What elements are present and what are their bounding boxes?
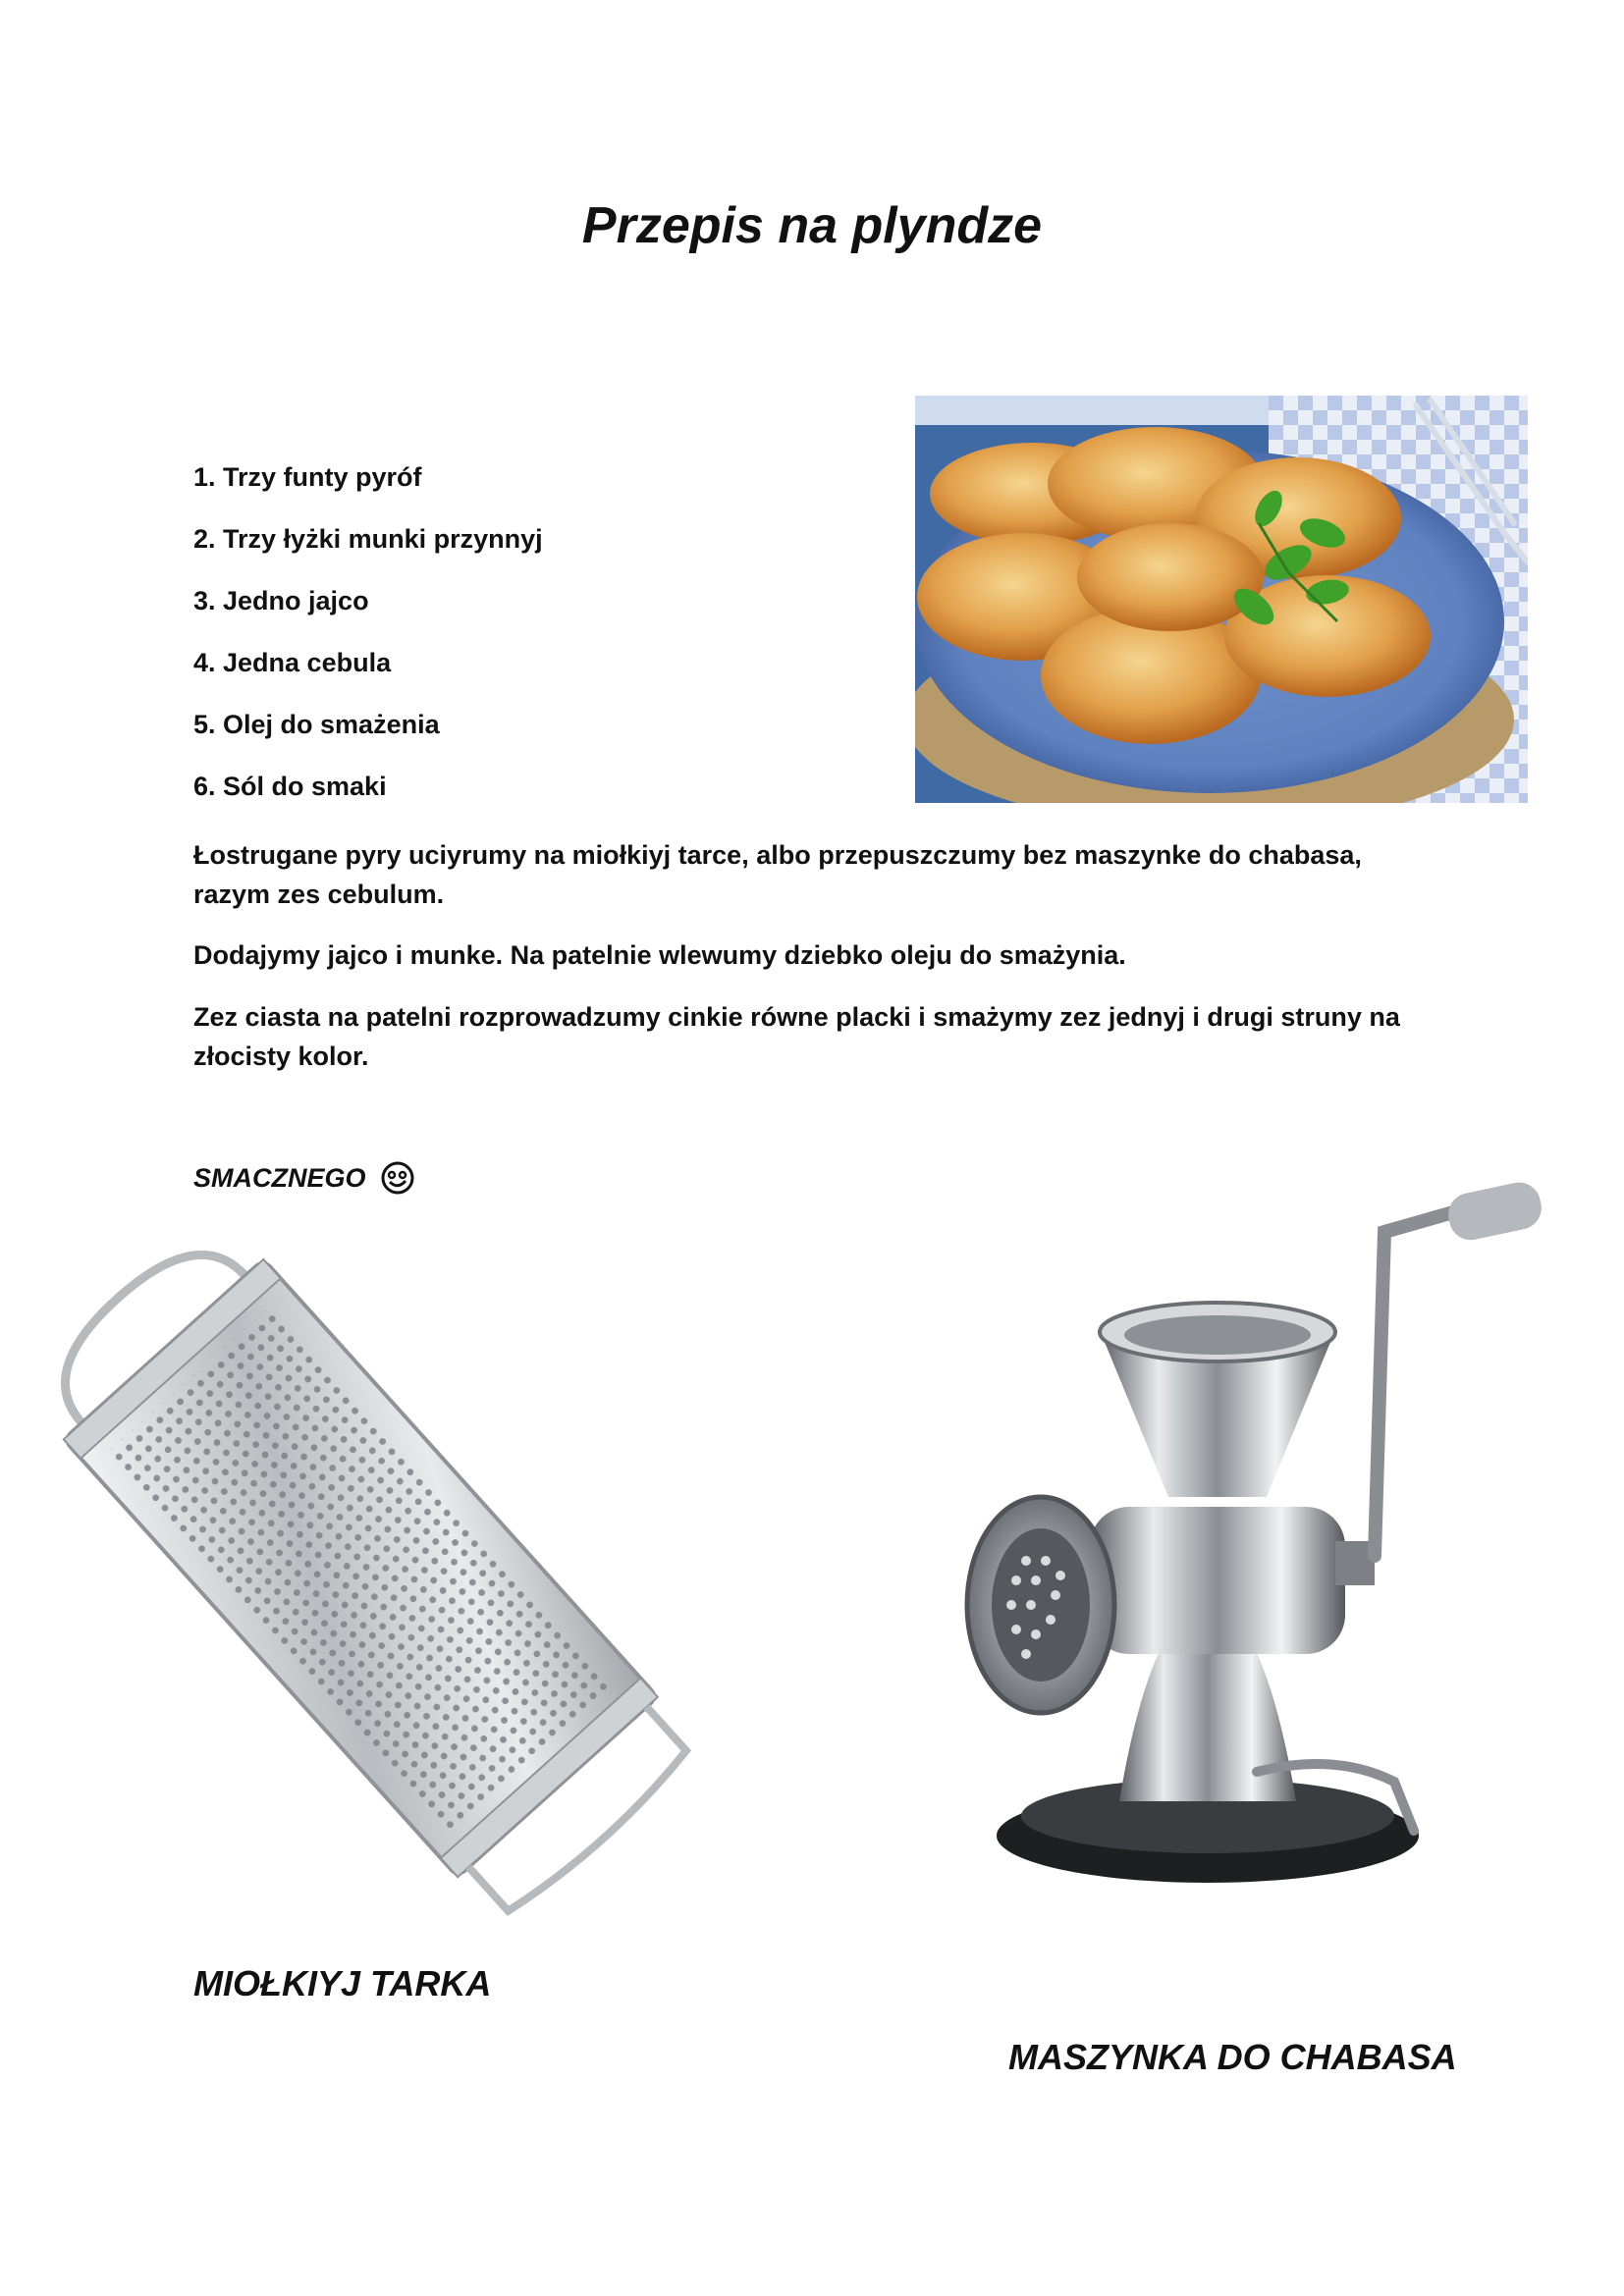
instruction-paragraph: Łostrugane pyry uciyrumy na miołkiyj tarce, albo przepuszczumy bez maszynke do chabasa, razym zes cebulum. (193, 840, 1362, 909)
ingredient-list (193, 457, 543, 828)
meat-grinder-photo (923, 1173, 1551, 1909)
page-title: Przepis na plyndze (581, 197, 1043, 254)
smiley-icon (380, 1160, 415, 1196)
instruction-paragraph: Zez ciasta na patelni rozprowadzumy cinkie równe placki i smażymy zez jednyj i drugi struny na złocisty kolor. (193, 1002, 1400, 1071)
ingredient-item: 5. Olej do smażenia (193, 710, 440, 739)
grinder-caption: MASZYNKA DO CHABASA (1008, 2037, 1457, 2077)
closing-text: SMACZNEGO (193, 1162, 366, 1193)
potato-pancakes-photo (915, 396, 1528, 803)
ingredient-item: 1. Trzy funty pyróf (193, 462, 422, 492)
grater-photo (22, 1232, 714, 1919)
closing-line (193, 1160, 415, 1196)
instruction-paragraph: Dodajymy jajco i munke. Na patelnie wlewumy dziebko oleju do smażynia. (193, 940, 1126, 970)
ingredient-item: 2. Trzy łyżki munki przynnyj (193, 524, 543, 554)
ingredient-item: 3. Jedno jajco (193, 586, 369, 615)
ingredient-item: 4. Jedna cebula (193, 648, 392, 677)
grater-caption: MIOŁKIYJ TARKA (193, 1963, 492, 2003)
ingredient-item: 6. Sól do smaki (193, 772, 387, 801)
